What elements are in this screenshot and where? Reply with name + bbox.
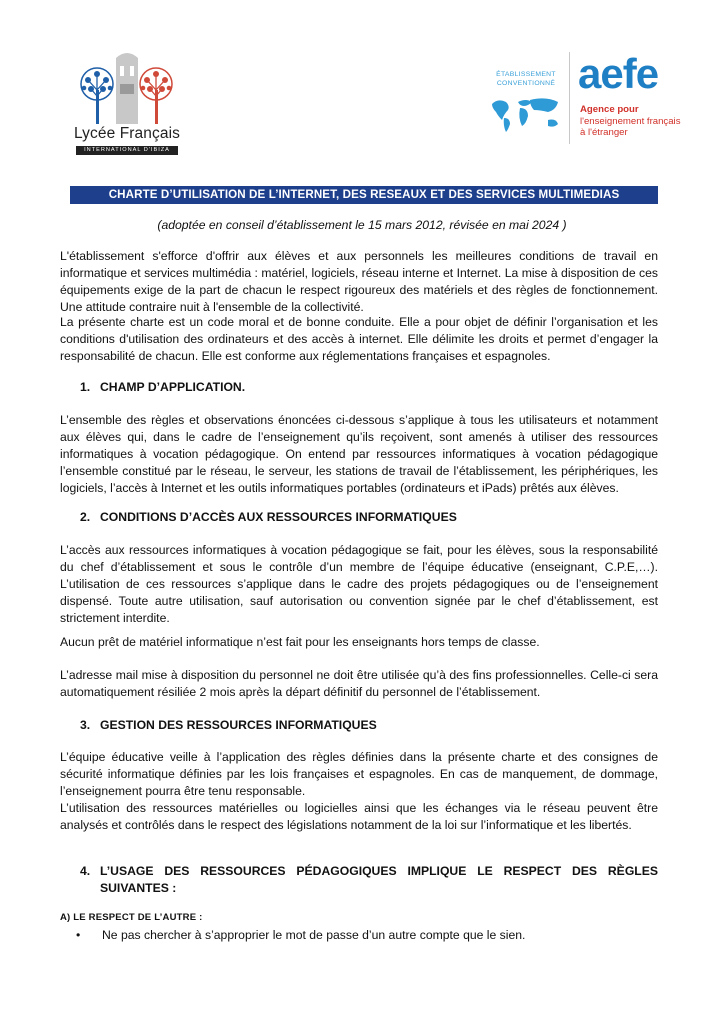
aefe-tagline-2: l'enseignement français xyxy=(580,115,681,127)
aefe-wordmark: aefe xyxy=(578,50,659,97)
section-4-heading xyxy=(80,863,658,897)
section-2-number: 2. xyxy=(80,510,91,524)
section-1-heading xyxy=(80,380,245,394)
aefe-tagline-3: à l'étranger xyxy=(580,127,628,138)
section-2-text-3: L’adresse mail mise à disposition du personnel ne doit être utilisée qu’à des fins professionnelles. Celle-ci sera automatiquement résiliée 2 mois après la départ définitif du personnel de l’établissement. xyxy=(60,668,658,699)
intro-paragraph-1: L'établissement s'efforce d'offrir aux élèves et aux personnels les meilleures conditions de travail en informatique et services multimédia : matériel, logiciels, réseau interne et Internet. La mise à disposition de ces équipements exige de la part de chacun le respect rigoureux des matériels et des règles de fonctionnement. Une attitude contraire nuit à l'ensemble de la collectivité. xyxy=(60,249,658,314)
section-3-text: L’équipe éducative veille à l’application des règles définies dans la présente charte et des consignes de sécurité informatique définies par les lois françaises et espagnoles. En cas de manquement, de dommage, l’enseignement pourra être tenu responsable. xyxy=(60,750,658,798)
aefe-status: ÉTABLISSEMENT CONVENTIONNÉ xyxy=(496,71,556,87)
section-3-heading xyxy=(80,718,377,732)
section-4-title-line-2: SUIVANTES : xyxy=(100,881,177,895)
tower-icon xyxy=(116,53,138,124)
section-2-text-2: Aucun prêt de matériel informatique n’est fait pour les enseignants hors temps de classe. xyxy=(60,635,540,649)
aefe-tagline-1: Agence pour xyxy=(580,104,639,115)
aefe-divider xyxy=(569,52,570,144)
section-2-heading xyxy=(80,510,457,524)
section-2-text: L’accès aux ressources informatiques à vocation pédagogique se fait, pour les élèves, sous la responsabilité du chef d’établissement et sous le contrôle d’un membre de l’équipe éducative (enseignant, C.P.E,…). L’utilisation de ces ressources s’applique dans le cadre des projets pédagogiques ou de l’enseignement dispensé. Toute autre utilisation, sauf autorisation ou convention signée par le chef d’établissement, est strictement interdite. xyxy=(60,543,658,625)
bullet-symbol: • xyxy=(76,928,81,942)
section-4-number: 4. xyxy=(80,864,91,878)
subsection-a-heading: A) LE RESPECT DE L’AUTRE : xyxy=(60,912,203,923)
section-1-title: CHAMP D’APPLICATION. xyxy=(100,380,246,394)
school-name: Lycée Français xyxy=(74,125,180,142)
intro-paragraph-2: La présente charte est un code moral et de bonne conduite. Elle a pour objet de définir l’organisation et les conditions d'utilisation des ordinateurs et des accès à internet. Elle délimite les droits et permet d’engager la responsabilité de chacun. Elle est conforme aux réglementations françaises et espagnoles. xyxy=(60,315,658,363)
section-3-title: GESTION DES RESSOURCES INFORMATIQUES xyxy=(100,718,377,732)
school-subtitle: INTERNATIONAL D'IBIZA xyxy=(76,146,178,155)
aefe-tagline xyxy=(580,104,690,139)
section-1-text: L’ensemble des règles et observations énoncées ci-dessous s’applique à tous les utilisateurs et notamment aux élèves qui, dans le cadre de l’enseignement qu’ils reçoivent, sont amenés à utiliser des ressources informatiques à vocation pédagogique. On entend par ressources informatiques à vocation pédagogique l’ensemble constitué par le réseau, le serveur, les stations de travail de l’établissement, les périphériques, les logiciels, l’accès à Internet et les outils informatiques portables (ordinateurs et iPads) prêtés aux élèves. xyxy=(60,413,658,495)
list-item xyxy=(76,928,525,942)
blue-tree-icon xyxy=(81,68,113,124)
section-4-title-line-1: L’USAGE DES RESSOURCES PÉDAGOGIQUES IMPLIQUE LE RESPECT DES RÈGLES xyxy=(100,864,658,878)
section-1-number: 1. xyxy=(80,380,91,394)
document-title: CHARTE D’UTILISATION DE L’INTERNET, DES RESEAUX ET DES SERVICES MULTIMEDIAS xyxy=(70,186,658,204)
adoption-note: (adoptée en conseil d’établissement le 15 mars 2012, révisée en mai 2024 ) xyxy=(157,218,567,232)
section-2-title: CONDITIONS D’ACCÈS AUX RESSOURCES INFORMATIQUES xyxy=(100,510,457,524)
bullet-text: Ne pas chercher à s’approprier le mot de passe d’un autre compte que le sien. xyxy=(102,928,526,942)
section-3-text-2: L’utilisation des ressources matérielles ou logicielles ainsi que les échanges via le réseau peuvent être analysés et contrôlés dans le respect des législations notamment de la loi sur l’informatique et les libertés. xyxy=(60,801,658,832)
section-3-number: 3. xyxy=(80,718,91,732)
red-tree-icon xyxy=(140,68,172,124)
world-map-icon xyxy=(488,94,564,134)
